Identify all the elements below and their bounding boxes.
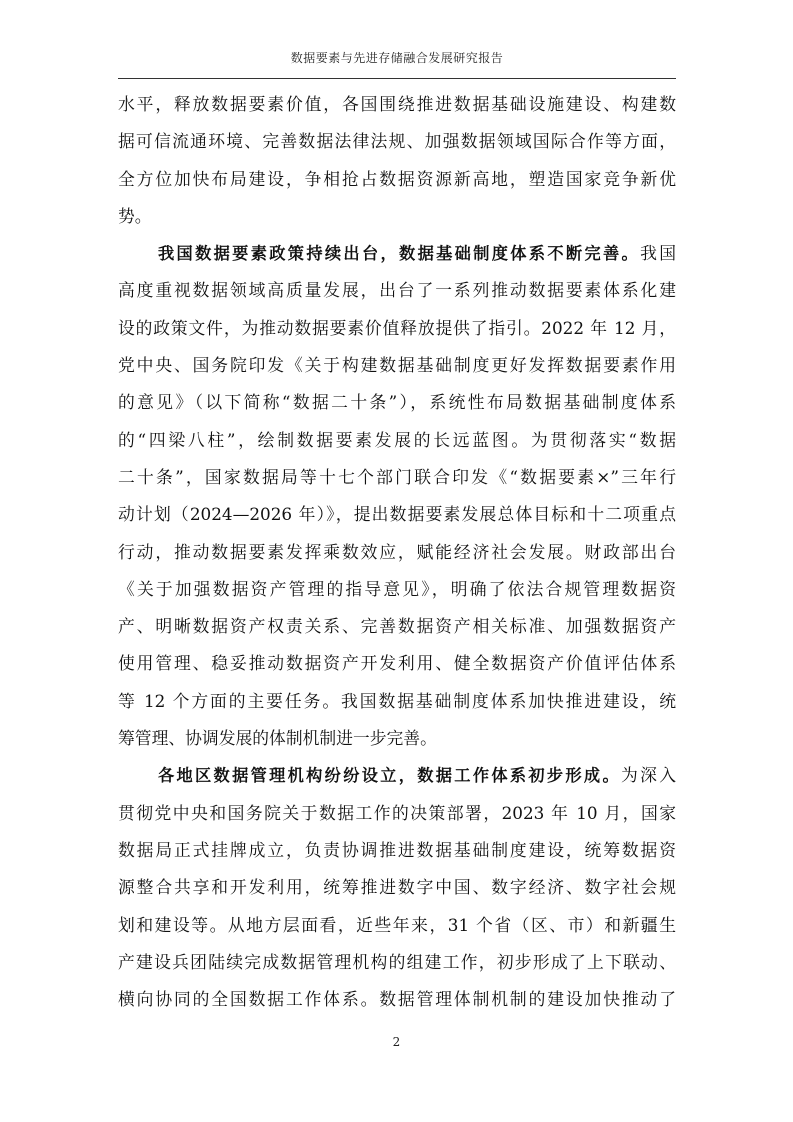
running-header: 数据要素与先进存储融合发展研究报告 bbox=[290, 51, 504, 65]
text-line: 等 12 个方面的主要任务。我国数据基础制度体系加快推进建设，统 bbox=[118, 690, 676, 711]
text-line: 全方位加快布局建设，争相抢占数据资源新高地，塑造国家竞争新优 bbox=[118, 168, 676, 189]
paragraph-first-line bbox=[118, 757, 676, 794]
text-line: 势。 bbox=[118, 205, 152, 226]
text-line: 横向协同的全国数据工作体系。数据管理体制机制的建设加快推动了 bbox=[118, 989, 676, 1010]
inline-text: 我国 bbox=[640, 243, 676, 264]
page-number: 2 bbox=[392, 1035, 401, 1049]
text-line: 产、明晰数据资产权责关系、完善数据资产相关标准、加强数据资产 bbox=[118, 616, 676, 637]
section-heading: 各地区数据管理机构纷纷设立，数据工作体系初步形成。 bbox=[158, 766, 621, 786]
text-line: 二十条”，国家数据局等十七个部门联合印发《“数据要素×”三年行 bbox=[118, 466, 676, 487]
text-line: 产建设兵团陆续完成数据管理机构的组建工作，初步形成了上下联动、 bbox=[118, 951, 676, 972]
text-line: 的“四梁八柱”，绘制数据要素发展的长远蓝图。为贯彻落实“数据 bbox=[118, 429, 676, 450]
body-text bbox=[118, 86, 676, 1018]
text-line: 《关于加强数据资产管理的指导意见》，明确了依法合规管理数据资 bbox=[118, 578, 676, 599]
text-line: 使用管理、稳妥推动数据资产开发利用、健全数据资产价值评估体系 bbox=[118, 653, 676, 674]
header-rule bbox=[118, 78, 676, 79]
text-line: 的意见》（以下简称“数据二十条”），系统性布局数据基础制度体系 bbox=[118, 392, 676, 413]
text-line: 源整合共享和开发利用，统筹推进数字中国、数字经济、数字社会规 bbox=[118, 877, 676, 898]
text-line: 筹管理、协调发展的体制机制进一步完善。 bbox=[118, 728, 437, 749]
inline-text: 为深入 bbox=[620, 765, 676, 786]
paragraph-first-line bbox=[118, 235, 676, 272]
text-line: 党中央、国务院印发《关于构建数据基础制度更好发挥数据要素作用 bbox=[118, 355, 676, 376]
text-line: 划和建设等。从地方层面看，近些年来，31 个省（区、市）和新疆生 bbox=[118, 914, 676, 935]
text-line: 动计划（2024—2026 年）》，提出数据要素发展总体目标和十二项重点 bbox=[118, 504, 676, 525]
text-line: 高度重视数据领域高质量发展，出台了一系列推动数据要素体系化建 bbox=[118, 280, 676, 301]
section-heading: 我国数据要素政策持续出台，数据基础制度体系不断完善。 bbox=[158, 244, 641, 264]
text-line: 设的政策文件，为推动数据要素价值释放提供了指引。2022 年 12 月， bbox=[118, 317, 676, 338]
text-line: 行动，推动数据要素发挥乘数效应，赋能经济社会发展。财政部出台 bbox=[118, 541, 676, 562]
text-line: 水平，释放数据要素价值，各国围绕推进数据基础设施建设、构建数 bbox=[118, 94, 676, 114]
text-line: 数据局正式挂牌成立，负责协调推进数据基础制度建设，统筹数据资 bbox=[118, 839, 676, 860]
text-line: 贯彻党中央和国务院关于数据工作的决策部署，2023 年 10 月，国家 bbox=[118, 802, 676, 823]
text-line: 据可信流通环境、完善数据法律法规、加强数据领域国际合作等方面， bbox=[118, 131, 676, 152]
